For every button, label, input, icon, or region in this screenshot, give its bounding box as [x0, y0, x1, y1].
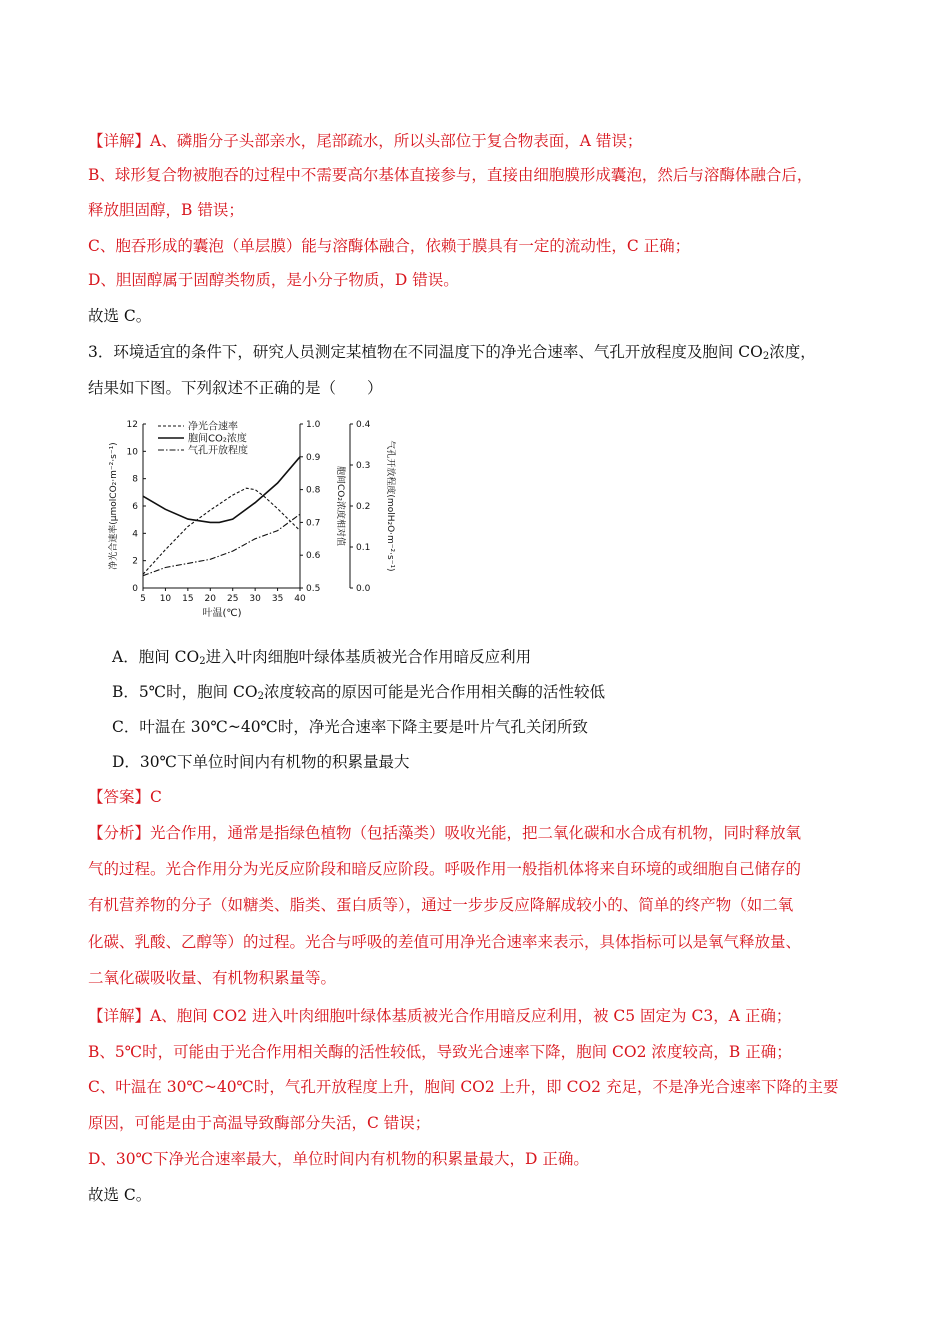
detail-line-2: B、5℃时，可能由于光合作用相关酶的活性较低，导致光合速率下降，胞间 CO2 浓度较高，B 正确；	[88, 1043, 792, 1061]
legend-label-2: 胞间CO₂浓度	[188, 433, 247, 445]
x-tick-label: 15	[182, 594, 194, 604]
left-tick-label: 4	[132, 529, 138, 540]
mid-tick-label: 1.0	[306, 420, 321, 430]
analysis-line-4: 化碳、乳酸、乙醇等）的过程。光合与呼吸的差值可用净光合速率来表示，具体指标可以是氧气释放量、	[88, 933, 802, 951]
x-tick-label: 20	[204, 594, 217, 604]
question-text-b: 浓度，	[769, 343, 816, 361]
mid-tick-label: 0.8	[306, 485, 321, 496]
analysis-line-3: 有机营养物的分子（如糖类、脂类、蛋白质等），通过一步步反应降解成较小的、简单的终产物（如二氧	[88, 896, 794, 914]
detail-conclusion: 故选 C。	[88, 1186, 152, 1204]
option-b-text-1: B．5℃时，胞间 CO	[112, 683, 258, 701]
option-b-text-2: 浓度较高的原因可能是光合作用相关酶的活性较低	[263, 683, 605, 701]
right-axis-label: 气孔开放程度(molH₂O·m⁻²·s⁻¹)	[385, 440, 395, 572]
subscript-2: 2	[762, 351, 770, 362]
x-tick-label: 25	[226, 594, 239, 604]
option-b	[112, 681, 605, 703]
option-a-text-2: 进入叶肉细胞叶绿体基质被光合作用暗反应利用	[205, 648, 532, 666]
left-tick-label: 8	[132, 474, 138, 485]
option-a	[112, 646, 531, 668]
analysis-line-5: 二氧化碳吸收量、有机物积累量等。	[88, 969, 337, 987]
legend-label-3: 气孔开放程度	[188, 445, 248, 457]
right-tick-label: 0.2	[356, 502, 371, 512]
explanation-line-2: B、球形复合物被胞吞的过程中不需要高尔基体直接参与，直接由细胞膜形成囊泡，然后与溶酶体融合后，	[88, 166, 813, 184]
option-d: D．30℃下单位时间内有机物的积累量最大	[112, 753, 410, 771]
chart-legend	[158, 420, 248, 457]
mid-tick-label: 0.9	[306, 452, 321, 463]
left-tick-label: 0	[132, 584, 138, 594]
right-tick-label: 0.1	[356, 543, 371, 553]
left-axis-label: 净光合速率(μmolCO₂·m⁻²·s⁻¹)	[109, 442, 119, 570]
answer-line: 【答案】C	[88, 788, 162, 806]
x-axis-label: 叶温(℃)	[202, 608, 242, 619]
right-tick-label: 0.0	[356, 584, 371, 594]
right-tick-label: 0.3	[356, 461, 371, 471]
mid-tick-label: 0.6	[306, 551, 321, 562]
x-tick-label: 5	[140, 594, 146, 604]
x-tick-label: 40	[294, 594, 306, 604]
chart-axes	[107, 420, 397, 619]
right-tick-label: 0.4	[356, 420, 371, 430]
option-c: C．叶温在 30℃~40℃时，净光合速率下降主要是叶片气孔关闭所致	[112, 718, 588, 736]
option-b-subscript: 2	[257, 691, 264, 702]
series-line-3	[143, 514, 300, 576]
analysis-line-2: 气的过程。光合作用分为光反应阶段和暗反应阶段。呼吸作用一般指机体将来自环境的或细胞自己储存的	[88, 860, 802, 878]
mid-tick-label: 0.7	[306, 518, 321, 529]
option-a-subscript: 2	[199, 656, 206, 667]
left-tick-label: 10	[126, 447, 138, 458]
option-a-text-1: A．胞间 CO	[112, 648, 200, 666]
question-text-a: 3．环境适宜的条件下，研究人员测定某植物在不同温度下的净光合速率、气孔开放程度及胞间 CO	[88, 343, 763, 361]
legend-label-1: 净光合速率	[188, 421, 238, 433]
detail-line-4: 原因，可能是由于高温导致酶部分失活，C 错误；	[88, 1114, 431, 1132]
analysis-line-1: 【分析】光合作用，通常是指绿色植物（包括藻类）吸收光能，把二氧化碳和水合成有机物，同时释放氧	[88, 824, 802, 842]
conclusion-line: 故选 C。	[88, 307, 152, 325]
left-tick-label: 2	[132, 556, 138, 567]
left-tick-label: 12	[126, 420, 138, 430]
detail-line-1: 【详解】A、胞间 CO2 进入叶肉细胞叶绿体基质被光合作用暗反应利用，被 C5 固定为 C3，A 正确；	[88, 1007, 792, 1025]
x-tick-label: 35	[271, 594, 284, 604]
series-line-2	[143, 457, 300, 523]
explanation-line-5: D、胆固醇属于固醇类物质，是小分子物质，D 错误。	[88, 271, 459, 289]
left-tick-label: 6	[132, 502, 138, 512]
explanation-line-1: 【详解】A、磷脂分子头部亲水，尾部疏水，所以头部位于复合物表面，A 错误；	[88, 132, 643, 150]
question-stem-line-2: 结果如下图。下列叙述不正确的是（ ）	[88, 379, 383, 397]
mid-axis-label: 胞间CO₂浓度相对值	[335, 466, 345, 546]
detail-line-3: C、叶温在 30℃~40℃时，气孔开放程度上升，胞间 CO2 上升，即 CO2 充足，不是净光合速率下降的主要	[88, 1078, 839, 1096]
explanation-line-4: C、胞吞形成的囊泡（单层膜）能与溶酶体融合，依赖于膜具有一定的流动性，C 正确；	[88, 237, 691, 255]
chart-series	[143, 457, 300, 576]
x-tick-label: 30	[249, 594, 261, 604]
line-chart	[88, 408, 408, 628]
question-stem-line-1	[88, 341, 816, 363]
x-tick-label: 10	[159, 594, 172, 604]
mid-tick-label: 0.5	[306, 584, 321, 594]
detail-line-5: D、30℃下净光合速率最大，单位时间内有机物的积累量最大，D 正确。	[88, 1150, 589, 1168]
explanation-line-3: 释放胆固醇，B 错误；	[88, 201, 244, 219]
